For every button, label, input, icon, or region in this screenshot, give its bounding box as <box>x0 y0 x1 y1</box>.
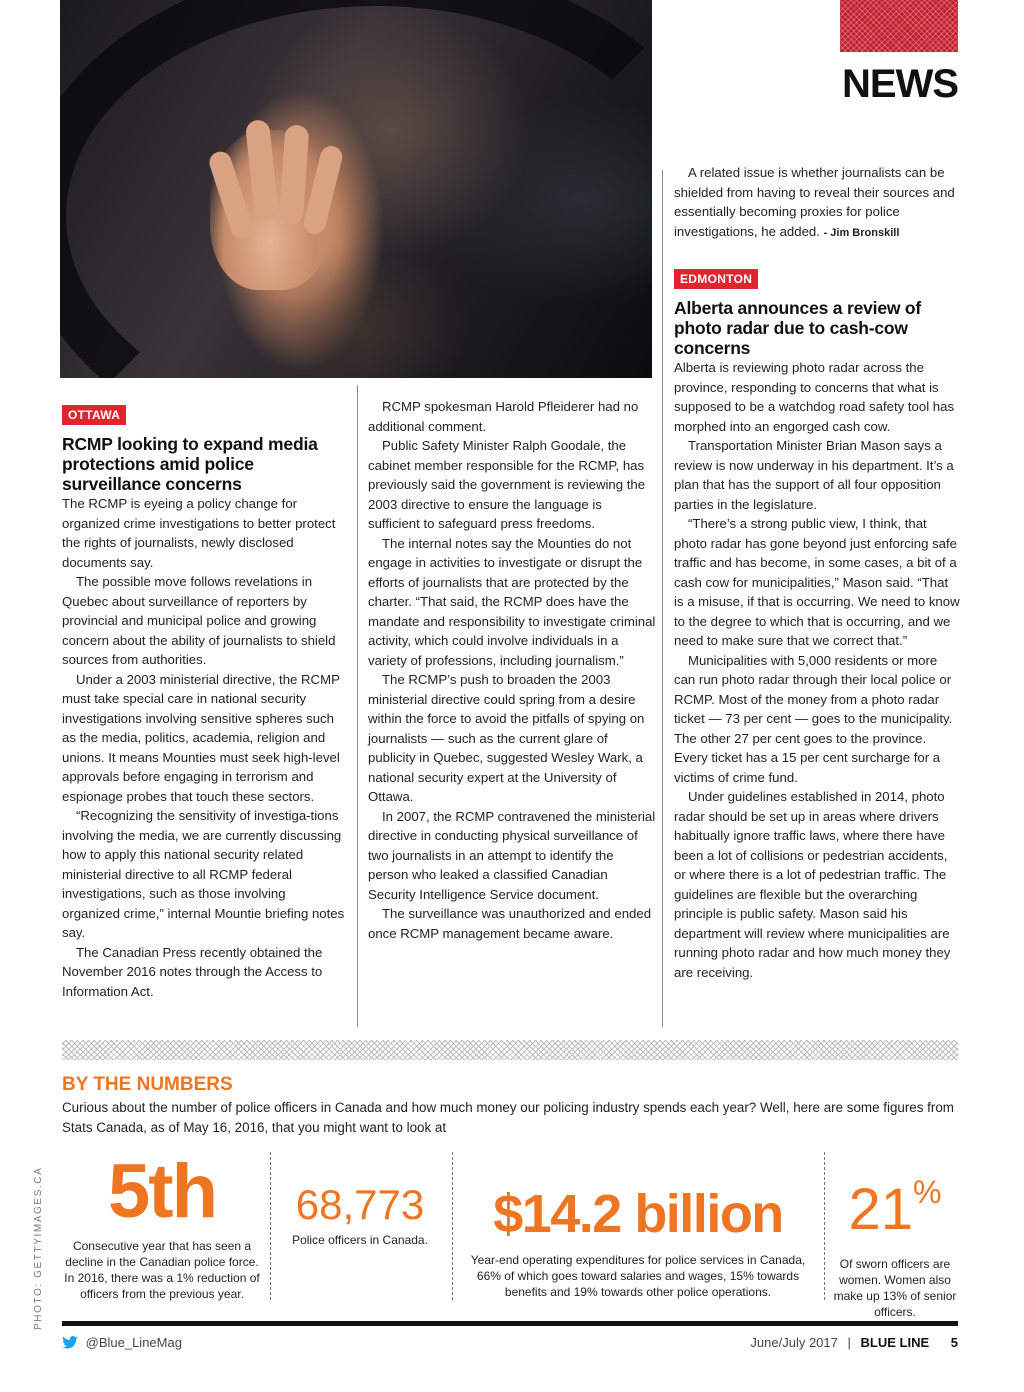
stat-value: 21 <box>848 1177 914 1242</box>
footer-separator: | <box>847 1335 851 1350</box>
paragraph: Public Safety Minister Ralph Goodale, the cabinet member responsible for the RCMP, has previously said the government is reviewing the 2003 directive to ensure the language is sufficient to safeguard press freedoms. <box>368 438 646 531</box>
paragraph: The possible move follows revelations in Quebec about surveillance of reporters by provincial and municipal police and growing concern about the ability of journalists to shield sources from authorities. <box>62 574 336 667</box>
stat-officers <box>276 1178 444 1248</box>
paragraph: In 2007, the RCMP contravened the ministerial directive in conducting physical surveillance of two journalists in an attempt to identify the person who leaked a classified Canadian Security Intelligence Service document. <box>368 808 656 902</box>
stat-5th <box>62 1150 262 1302</box>
stat-value-wrap <box>830 1152 960 1250</box>
paragraph-text: A related issue is whether journalists can be shielded from having to reveal their sources and essentially becoming proxies for police investigations, he added. <box>674 165 955 239</box>
column-3 <box>674 358 960 982</box>
stat-divider <box>270 1152 271 1300</box>
stat-divider <box>824 1152 825 1300</box>
paragraph <box>674 163 960 243</box>
hero-photo <box>60 0 652 378</box>
footer-rule <box>62 1321 958 1326</box>
paragraph: The Canadian Press recently obtained the November 2016 notes through the Access to Information Act. <box>62 944 323 999</box>
stat-expenditures <box>460 1178 816 1300</box>
section-title: NEWS <box>842 62 958 106</box>
paragraph: “Recognizing the sensitivity of investiga-tions involving the media, we are currently discussing how to apply this national security related ministerial directive to all RCMP federal investigations, such as those involving organized crime,” internal Mountie briefing notes say. <box>62 808 345 940</box>
paragraph: “There’s a strong public view, I think, that photo radar has gone beyond just enforcing safe traffic and has become, in some cases, a bit of a cash cow for municipalities,” Mason said. “That is a misuse, if that is occurring. We need to know to the degree to which that is occurring, and we need to make sure that we correct that.” <box>674 516 960 648</box>
twitter-icon <box>62 1336 78 1349</box>
stat-description: Consecutive year that has seen a decline in the Canadian police force. In 2016, there was a 1% reduction of officers from the previous year. <box>64 1239 260 1301</box>
pattern-divider <box>62 1040 958 1060</box>
column-3-top <box>674 163 960 243</box>
paragraph: Municipalities with 5,000 residents or more can run photo radar through their local police or RCMP. Most of the money from a photo radar ticket — 73 per cent — goes to the municipality. The other 27 per cent goes to the province. Every ticket has a 15 per cent surcharge for a victims of crime fund. <box>674 652 953 785</box>
footer-social[interactable] <box>62 1335 182 1350</box>
by-the-numbers-intro: Curious about the number of police officers in Canada and how much money our policing industry spends each year? Well, here are some figures from Stats Canada, as of May 16, 2016, that you might want to look at <box>62 1100 954 1135</box>
stat-description: Year-end operating expenditures for police services in Canada, 66% of which goes toward salaries and wages, 15% towards benefits and 19% towards other police operations. <box>470 1253 806 1299</box>
paragraph: The internal notes say the Mounties do not engage in activities to investigate or disrupt the efforts of journalists that are protected by the charter. “That said, the RCMP does have the mandate and responsibility to investigate criminal activity, which could involve individuals in a variety of professions, including journalism.” <box>368 535 656 668</box>
stat-divider <box>452 1152 453 1300</box>
page-number: 5 <box>950 1335 958 1350</box>
paragraph: Under guidelines established in 2014, photo radar should be set up in areas where drivers habitually ignore traffic laws, where there have been a lot of collisions or pedestrian accidents, or where there is a lot of pedestrian traffic. The guidelines are flexible but the overarching principle is public safety. Mason said his department will review where municipalities are running photo radar and how much money they are receiving. <box>674 789 951 980</box>
car-window-frame <box>60 0 652 378</box>
paragraph: The surveillance was unauthorized and ended once RCMP management became aware. <box>368 906 652 941</box>
column-1 <box>62 494 347 1001</box>
magazine-name: BLUE LINE <box>860 1335 930 1350</box>
column-divider <box>662 170 663 1027</box>
paragraph: The RCMP’s push to broaden the 2003 ministerial directive could spring from a desire within the force to avoid the pitfalls of spying on journalists — such as the current glare of publicity in Quebec, suggested Wesley Wark, a national security expert at the University of Ottawa. <box>368 672 645 804</box>
stat-description: Of sworn officers are women. Women also make up 13% of senior officers. <box>833 1257 957 1319</box>
footer-issue-info <box>750 1335 958 1350</box>
tag-edmonton: EDMONTON <box>674 269 758 289</box>
paragraph: Under a 2003 ministerial directive, the RCMP must take special care in national security investigations involving sensitive spheres such as the media, politics, academia, religion and unions. It means Mounties must seek high-level approvals before engaging in terrorism and espionage probes that touch these sectors. <box>62 671 340 804</box>
photo-credit: PHOTO: GETTYIMAGES.CA <box>33 1166 44 1330</box>
section-pattern-block <box>840 0 958 52</box>
paragraph: Transportation Minister Brian Mason says a review is now underway in his department. It’s a plan that has the support of all four opposition parties in the legislature. <box>674 438 954 512</box>
tag-ottawa: OTTAWA <box>62 405 126 425</box>
stat-value: $14.2 billion <box>493 1184 783 1244</box>
column-divider <box>357 385 358 1027</box>
twitter-handle[interactable]: @Blue_LineMag <box>85 1335 182 1350</box>
stat-women <box>830 1152 960 1320</box>
issue-date: June/July 2017 <box>750 1335 838 1350</box>
headline-edmonton: Alberta announces a review of photo radar due to cash-cow concerns <box>674 298 922 358</box>
paragraph: The RCMP is eyeing a policy change for organized crime investigations to better protect the rights of journalists, newly disclosed documents say. <box>62 496 336 570</box>
stat-unit: % <box>913 1174 942 1210</box>
by-the-numbers-title: BY THE NUMBERS <box>62 1074 233 1095</box>
byline: - Jim Bronskill <box>823 226 900 239</box>
column-2 <box>368 397 656 943</box>
headline-ottawa: RCMP looking to expand media protections amid police surveillance concerns <box>62 434 318 494</box>
paragraph: RCMP spokesman Harold Pfleiderer had no additional comment. <box>368 399 639 434</box>
stat-description: Police officers in Canada. <box>292 1233 428 1247</box>
stat-value: 5th <box>108 1149 216 1234</box>
paragraph: Alberta is reviewing photo radar across the province, responding to concerns that what is supposed to be a watchdog road safety tool has morphed into an engorged cash cow. <box>674 360 955 434</box>
stat-value: 68,773 <box>295 1181 425 1228</box>
